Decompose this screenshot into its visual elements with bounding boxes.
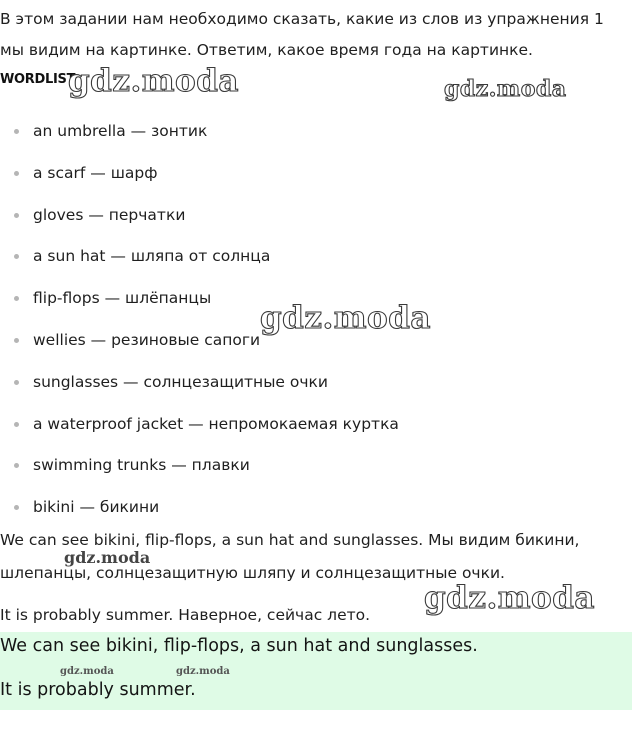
bullet-icon (14, 129, 19, 134)
intro-text: В этом задании нам необходимо сказать, какие из слов из упражнения 1 мы видим на картинке. Ответим, какое время года на картинке. (0, 10, 604, 59)
list-item (0, 446, 399, 488)
explanation-text: We can see bikini, flip-flops, a sun hat and sunglasses. Мы видим бикини, шлепанцы, солнцезащитную шляпу и солнцезащитные очки. (0, 531, 580, 582)
list-item-label: wellies — резиновые сапоги (33, 330, 261, 349)
watermark-logo: gdz.moda (60, 666, 114, 677)
wordlist-heading: WORDLIST (0, 72, 76, 87)
bullet-icon (14, 171, 19, 176)
list-item-label: a waterproof jacket — непромокаемая куртка (33, 414, 399, 433)
list-item-label: gloves — перчатки (33, 205, 186, 224)
bullet-icon (14, 463, 19, 468)
bullet-icon (14, 296, 19, 301)
bullet-icon (14, 213, 19, 218)
list-item-label: an umbrella — зонтик (33, 122, 208, 140)
list-item (0, 237, 399, 279)
list-item (0, 363, 399, 405)
watermark-logo: gdz.moda (424, 580, 595, 616)
list-item-label: bikini — бикини (33, 498, 160, 517)
bullet-icon (14, 505, 19, 510)
bullet-icon (14, 254, 19, 259)
answer-box (0, 632, 632, 710)
answer-line-1: We can see bikini, flip-flops, a sun hat and sunglasses. (0, 636, 478, 656)
list-item-label: flip-flops — шлёпанцы (33, 289, 212, 308)
list-item (0, 196, 399, 238)
list-item (0, 112, 399, 154)
watermark-logo: gdz.moda (68, 63, 239, 99)
watermark-logo: gdz.moda (64, 548, 151, 567)
season-text: It is probably summer. Наверное, сейчас лето. (0, 606, 371, 624)
answer-line-2: It is probably summer. (0, 680, 196, 700)
watermark-logo: gdz.moda (176, 666, 230, 677)
bullet-icon (14, 338, 19, 343)
list-item (0, 405, 399, 447)
list-item-label: sunglasses — солнцезащитные очки (33, 372, 328, 391)
bullet-icon (14, 422, 19, 427)
list-item-label: swimming trunks — плавки (33, 456, 250, 475)
list-item-label: a scarf — шарф (33, 163, 158, 182)
watermark-logo: gdz.moda (444, 76, 567, 102)
list-item-label: a sun hat — шляпа от солнца (33, 247, 271, 266)
watermark-logo: gdz.moda (260, 300, 431, 336)
list-item (0, 154, 399, 196)
bullet-icon (14, 380, 19, 385)
